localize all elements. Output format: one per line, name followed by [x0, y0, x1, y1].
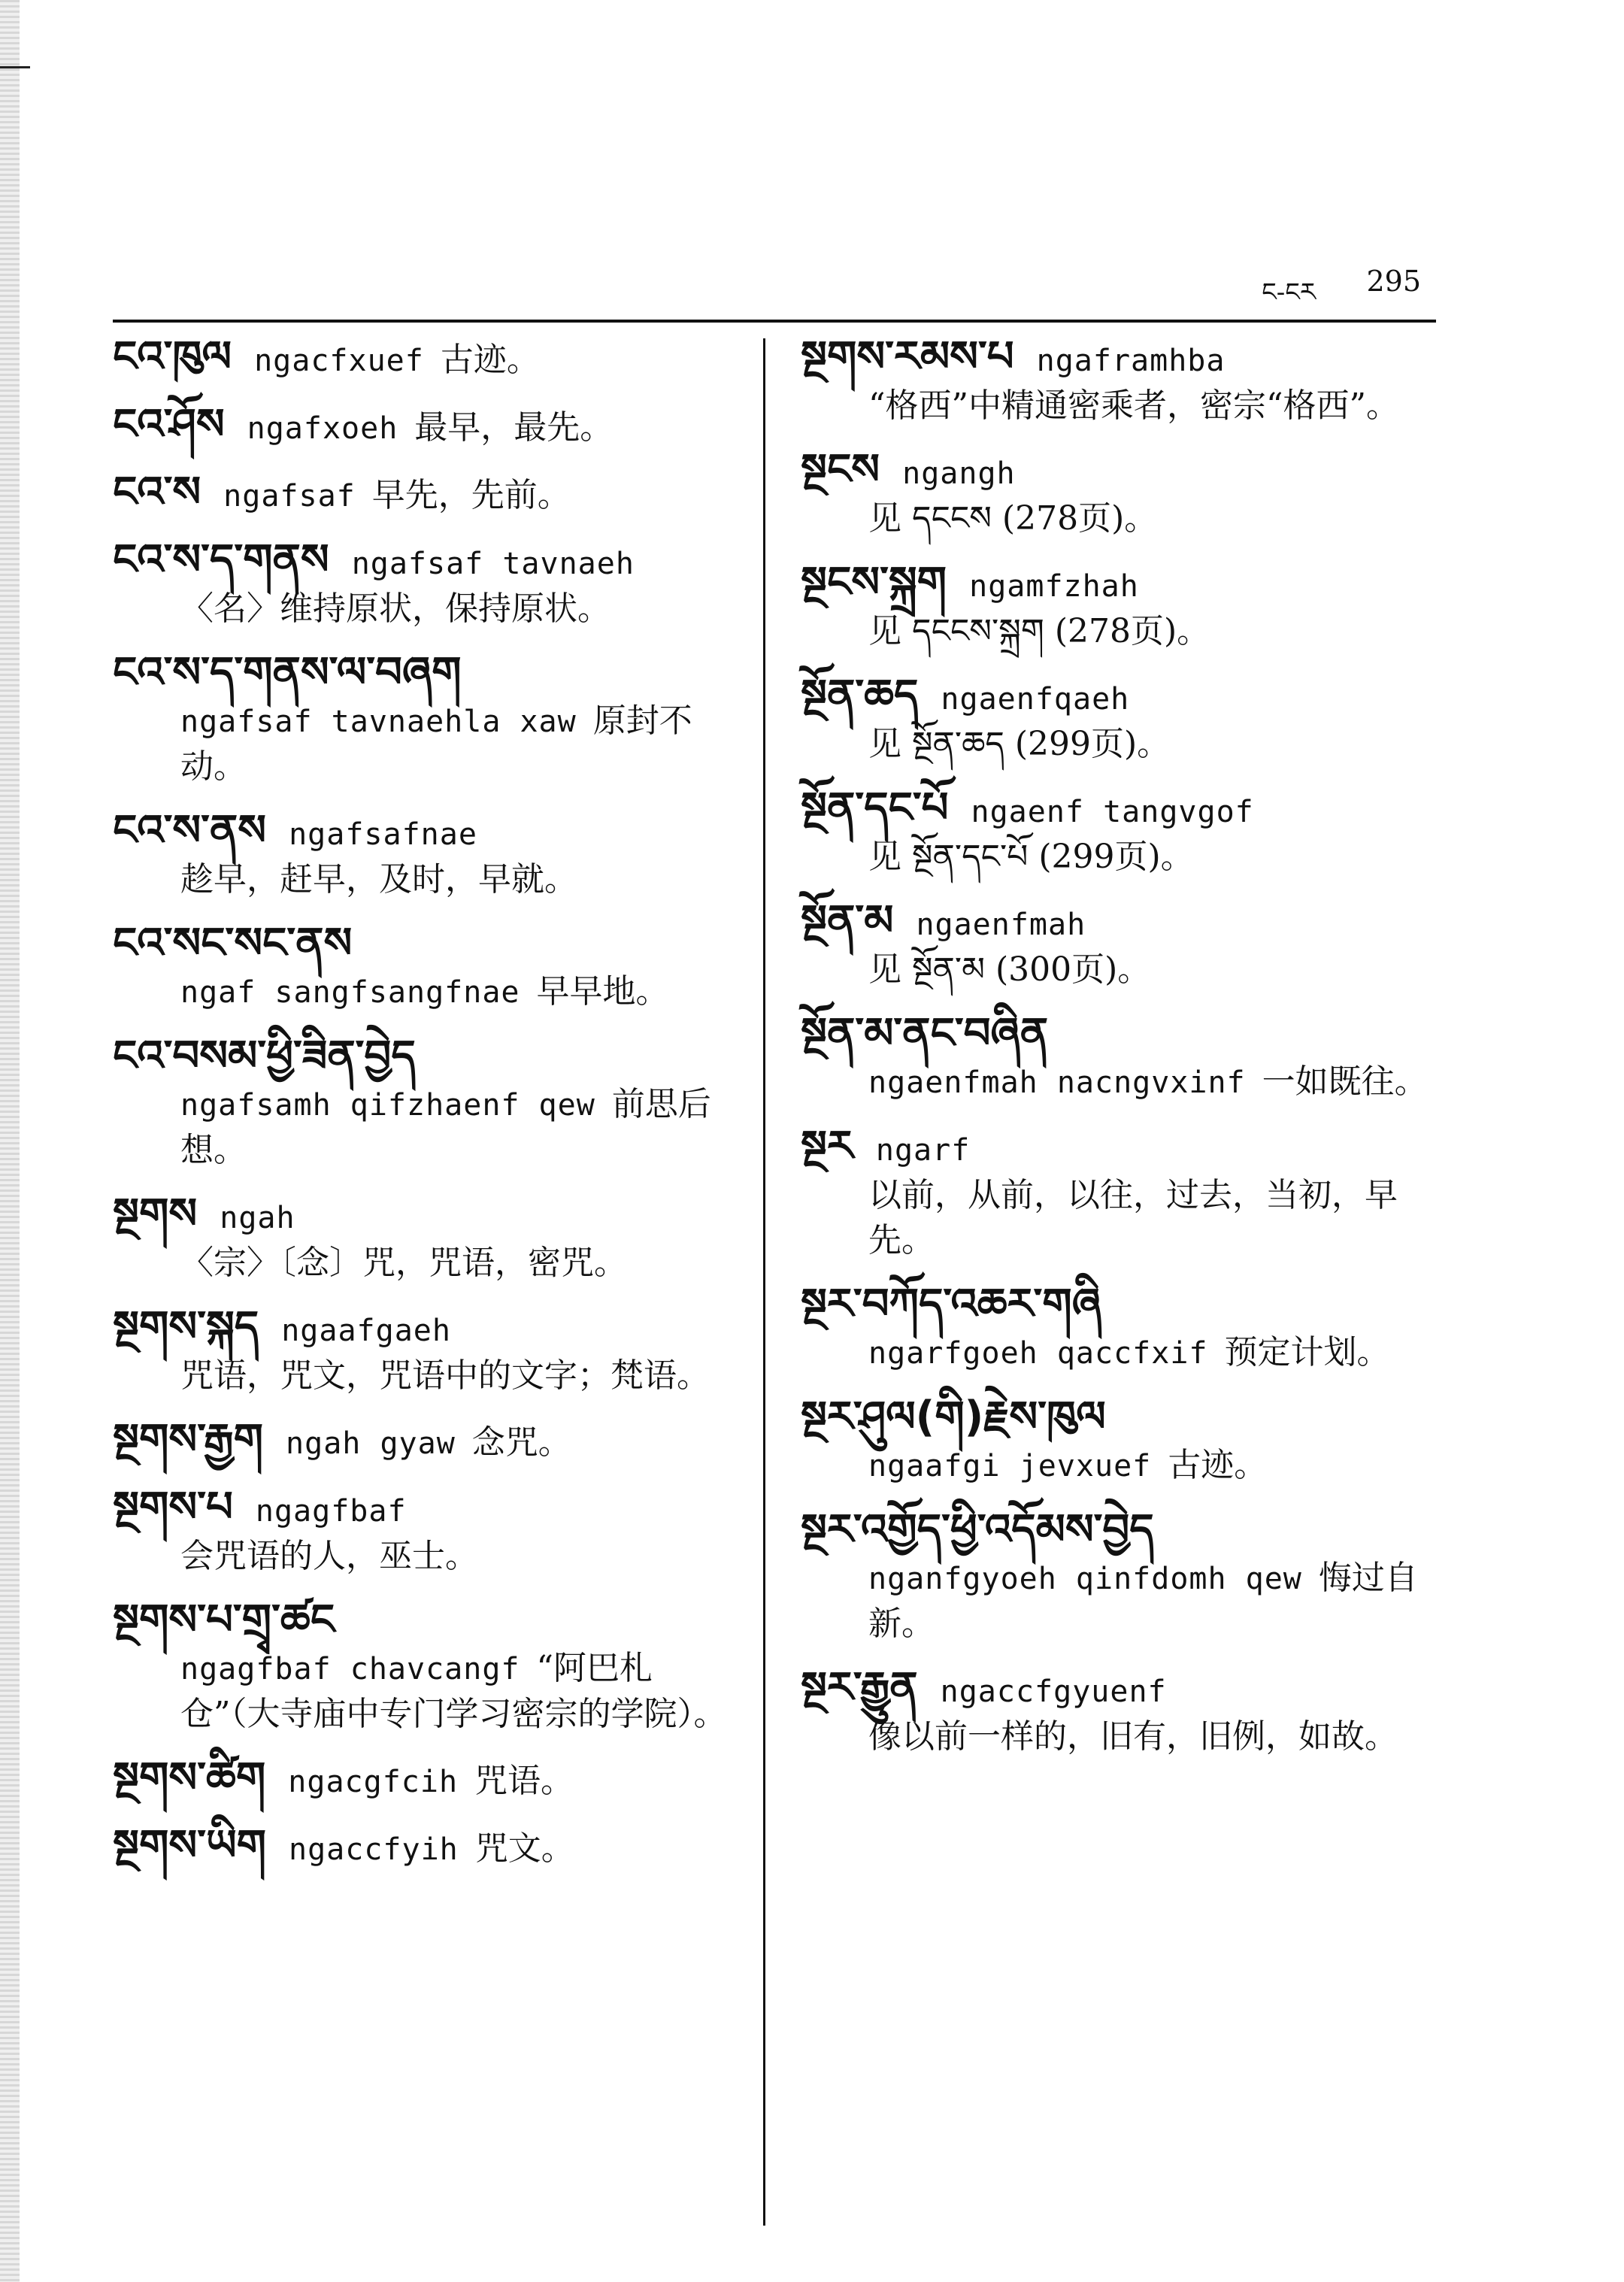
headword: སྔར་བཀོད་འཆར་གཞི: [801, 1280, 1101, 1329]
definition: 像以前一样的，旧有，旧例，如故。: [868, 1717, 1398, 1756]
romanization: ngaccfgyuenf: [940, 1674, 1167, 1709]
entry: [113, 1753, 737, 1805]
headword: ངའ་སང་སང་ནས: [113, 919, 353, 968]
entry: [801, 1665, 1440, 1759]
entry: [113, 808, 737, 902]
romanization: ngacfxuef: [254, 344, 424, 378]
headword: སྔོན་མ་ནང་བཞིན: [801, 1009, 1049, 1058]
definition: 咒文。: [474, 1829, 574, 1868]
definition: 一如既往。: [1262, 1062, 1428, 1101]
running-head: ང-ངར: [1262, 277, 1316, 308]
header-rule: [113, 320, 1436, 323]
definition: 趁早，赶早，及时，早就。: [180, 860, 577, 899]
entry: [801, 783, 1440, 880]
definition: 咒语，咒文，咒语中的文字；梵语。: [180, 1356, 710, 1395]
romanization: ngaframhba: [1036, 344, 1226, 378]
headword: ངའ་ས་ད་གནས: [113, 535, 329, 584]
romanization: ngafsaf tavnaehla xaw: [180, 705, 577, 739]
romanization: ngaenf tangvgof: [971, 795, 1254, 829]
headword: ངའ་ས་ནས: [113, 806, 267, 855]
headword: སྔར་འགྱོད་ཕྱི་འདོམས་བྱེད: [801, 1505, 1154, 1554]
headword: སྔགས་ཚིག: [113, 1753, 266, 1802]
entry: [801, 1282, 1440, 1376]
entry: [801, 1011, 1440, 1105]
entry: [801, 447, 1440, 541]
definition: 悔过自新。: [868, 1559, 1418, 1643]
entry: [801, 1124, 1440, 1263]
column-divider: [763, 338, 765, 2226]
entry: [801, 560, 1440, 654]
romanization: ngaf sangfsangfnae: [180, 975, 520, 1010]
headword: སྔགས་ཡིག: [113, 1821, 267, 1870]
entry: [801, 896, 1440, 993]
entry: [801, 1395, 1440, 1489]
headword: སྔར: [801, 1122, 853, 1171]
romanization: ngaenfmah: [916, 908, 1086, 942]
romanization: ngafsaf tavnaeh: [351, 547, 635, 581]
right-column: [801, 332, 1440, 1778]
page-edge: [0, 0, 20, 2282]
romanization: ngangh: [902, 456, 1016, 491]
headword: སྔགས་པ: [113, 1483, 233, 1532]
headword: སྔགས་རམས་པ: [801, 332, 1014, 381]
headword: སྔགས་སྐད: [113, 1302, 259, 1351]
entry: [113, 1417, 737, 1466]
entry: [113, 402, 737, 451]
entry: [801, 673, 1440, 767]
definition: 见 དངངས (278页)。: [868, 499, 1158, 538]
romanization: ngah gyaw: [286, 1426, 456, 1461]
definition: 念咒。: [471, 1423, 571, 1462]
definition: 原封不动。: [180, 702, 692, 786]
left-column: [113, 332, 737, 1891]
entry: [113, 1189, 737, 1286]
entry: [113, 1034, 737, 1173]
headword: སྔར་ཤུལ(གི)རྗེས་ཁུལ: [801, 1393, 1106, 1441]
headword: ངའ་བསམ་ཕྱི་ཟིན་བྱེད: [113, 1032, 416, 1080]
entry: [801, 1505, 1440, 1647]
headword: ངའ་ཤོས: [113, 400, 225, 449]
definition: 早早地。: [536, 972, 669, 1011]
romanization: ngaenfmah nacngvxinf: [868, 1065, 1246, 1100]
romanization: ngafsaf: [223, 479, 356, 514]
romanization: ngarfgoeh qaccfxif: [868, 1336, 1208, 1371]
page-header: [113, 248, 1436, 323]
romanization: ngamfzhah: [969, 569, 1139, 604]
headword: སྔགས་པ་གྲྭ་ཚང: [113, 1596, 335, 1644]
headword: སྔར་རྒྱུན: [801, 1663, 918, 1712]
headword: སྔགས་རྒྱག: [113, 1415, 264, 1464]
entry: [113, 1485, 737, 1579]
definition: 见 དངངས་སྐྲག (278页)。: [868, 612, 1210, 650]
headword: ངའ་ས་ད་གནས་ལ་བཞག: [113, 648, 462, 697]
headword: སྔངས: [801, 445, 880, 494]
headword: སྔོན་མ: [801, 896, 894, 945]
entry: [113, 1823, 737, 1872]
romanization: ngafsamh qifzhaenf qew: [180, 1088, 595, 1123]
entry: [113, 921, 737, 1015]
romanization: ngarf: [875, 1133, 971, 1168]
romanization: ngagfbaf chavcangf: [180, 1652, 520, 1686]
definition: 最早，最先。: [414, 408, 614, 447]
edge-mark: [0, 66, 30, 68]
definition: 预定计划。: [1224, 1333, 1390, 1371]
entry: [113, 470, 737, 519]
romanization: ngaafgi jevxuef: [868, 1449, 1152, 1483]
definition: 见 སྔོན་དང་པོ (299页)。: [868, 838, 1194, 876]
definition: 早先，先前。: [371, 476, 571, 514]
romanization: ngah: [220, 1201, 295, 1235]
headword: ངའ་ཁུལ: [113, 332, 232, 381]
definition: “格西”中精通密乘者，密宗“格西”。: [868, 386, 1399, 425]
definition: 咒语。: [474, 1762, 574, 1800]
romanization: ngafxoeh: [247, 411, 398, 446]
definition: 〈宗〉〔念〕咒，咒语，密咒。: [180, 1244, 627, 1282]
headword: ངའ་ས: [113, 468, 201, 517]
entry: [113, 535, 737, 632]
definition: 古迹。: [1168, 1446, 1268, 1484]
entry: [113, 1598, 737, 1737]
headword: སྔངས་སྐྲག: [801, 558, 947, 607]
headword: སྔགས: [113, 1189, 198, 1238]
romanization: ngaenfqaeh: [941, 682, 1130, 717]
romanization: ngaafgaeh: [281, 1314, 451, 1348]
romanization: ngaccfyih: [289, 1832, 459, 1867]
definition: 古迹。: [440, 341, 540, 379]
romanization: ngafsafnae: [289, 817, 477, 852]
definition: 会咒语的人，巫士。: [180, 1537, 478, 1575]
definition: 〈名〉维持原状，保持原状。: [180, 589, 611, 628]
definition: 以前，从前，以往，过去，当初，早先。: [868, 1176, 1398, 1259]
definition: “阿巴札仓”（大寺庙中专门学习密宗的学院）。: [180, 1649, 727, 1733]
romanization: nganfgyoeh qinfdomh qew: [868, 1562, 1302, 1596]
entry: [801, 332, 1440, 429]
entry: [113, 332, 737, 383]
definition: 见 སྔོན་མ (300页)。: [868, 950, 1151, 989]
headword: སྔོན་དང་པོ: [801, 783, 949, 832]
definition: 前思后想。: [180, 1085, 711, 1169]
definition: 见 སྔོན་ཆད (299页)。: [868, 725, 1171, 763]
headword: སྔོན་ཆད: [801, 671, 919, 720]
page-number: 295: [1366, 265, 1421, 298]
romanization: ngacgfcih: [288, 1765, 459, 1799]
entry: [113, 650, 737, 789]
romanization: ngagfbaf: [255, 1494, 407, 1529]
entry: [113, 1302, 737, 1399]
